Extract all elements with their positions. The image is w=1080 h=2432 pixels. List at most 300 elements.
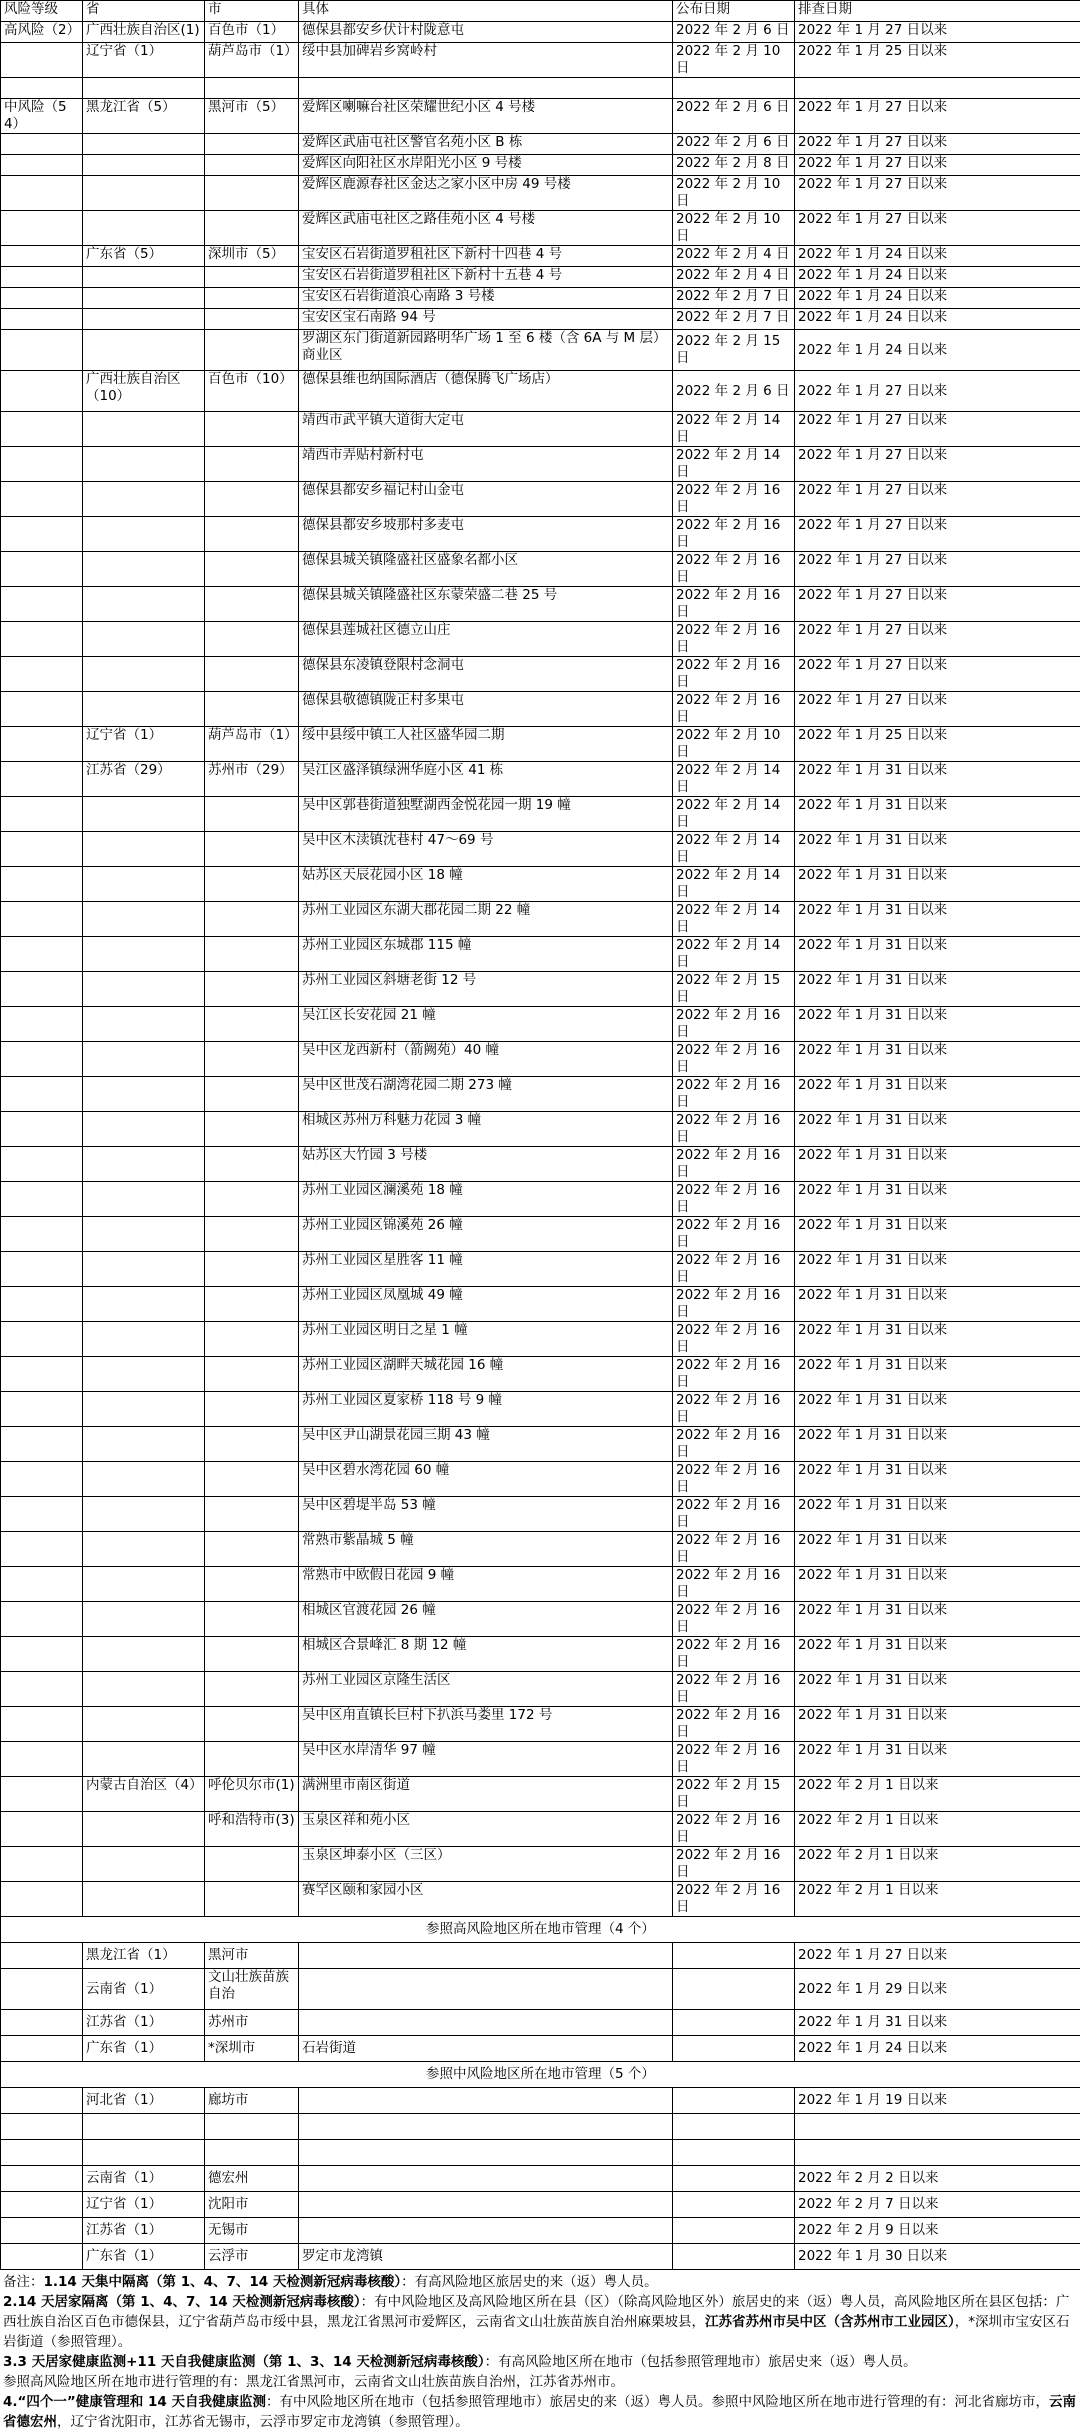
table-row <box>1 622 1080 657</box>
publish-date: 2022 年 2 月 15 日 <box>673 1777 795 1812</box>
table-row <box>1 288 1080 309</box>
check-date: 2022 年 1 月 27 日以来 <box>795 587 1080 622</box>
detail: 德保县都安乡福记村山金屯 <box>299 482 673 517</box>
province <box>83 2140 205 2166</box>
risk-level <box>1 867 83 902</box>
province <box>83 1427 205 1462</box>
header-city: 市 <box>205 1 299 22</box>
detail: 爱辉区武庙屯社区警官名苑小区 B 栋 <box>299 134 673 155</box>
province <box>83 1322 205 1357</box>
empty-cell <box>299 78 673 99</box>
check-date: 2022 年 1 月 27 日以来 <box>795 447 1080 482</box>
header-row <box>1 1 1080 22</box>
header-level: 风险等级 <box>1 1 83 22</box>
table-row <box>1 902 1080 937</box>
detail: 绥中县加碑岩乡窝岭村 <box>299 43 673 78</box>
city <box>205 1742 299 1777</box>
detail <box>299 1943 673 1969</box>
risk-level <box>1 797 83 832</box>
city <box>205 1882 299 1917</box>
check-date: 2022 年 1 月 31 日以来 <box>795 1637 1080 1672</box>
province: 江苏省（1） <box>83 2218 205 2244</box>
check-date: 2022 年 1 月 31 日以来 <box>795 867 1080 902</box>
detail: 靖西市弄贴村新村屯 <box>299 447 673 482</box>
check-date: 2022 年 1 月 25 日以来 <box>795 727 1080 762</box>
check-date: 2022 年 1 月 27 日以来 <box>795 412 1080 447</box>
publish-date: 2022 年 2 月 16 日 <box>673 1567 795 1602</box>
detail: 苏州工业园区澜溪苑 18 幢 <box>299 1182 673 1217</box>
check-date: 2022 年 1 月 31 日以来 <box>795 1182 1080 1217</box>
table-row <box>1 1182 1080 1217</box>
publish-date: 2022 年 2 月 4 日 <box>673 267 795 288</box>
detail: 吴中区木渎镇沈巷村 47～69 号 <box>299 832 673 867</box>
table-row <box>1 330 1080 371</box>
check-date: 2022 年 1 月 31 日以来 <box>795 902 1080 937</box>
city <box>205 972 299 1007</box>
publish-date: 2022 年 2 月 16 日 <box>673 1217 795 1252</box>
detail: 绥中县绥中镇工人社区盛华园二期 <box>299 727 673 762</box>
publish-date: 2022 年 2 月 16 日 <box>673 1742 795 1777</box>
publish-date: 2022 年 2 月 16 日 <box>673 517 795 552</box>
province <box>83 867 205 902</box>
city: 廊坊市 <box>205 2088 299 2114</box>
check-date: 2022 年 1 月 31 日以来 <box>795 1287 1080 1322</box>
risk-level <box>1 1969 83 2010</box>
city <box>205 902 299 937</box>
province <box>83 447 205 482</box>
detail: 苏州工业园区锦溪苑 26 幢 <box>299 1217 673 1252</box>
table-row <box>1 1217 1080 1252</box>
province <box>83 1042 205 1077</box>
province <box>83 134 205 155</box>
table-row <box>1 797 1080 832</box>
table-row <box>1 2088 1080 2114</box>
province <box>83 1147 205 1182</box>
province <box>83 517 205 552</box>
province: 黑龙江省（1） <box>83 1943 205 1969</box>
risk-level <box>1 1637 83 1672</box>
publish-date <box>673 2088 795 2114</box>
check-date: 2022 年 1 月 31 日以来 <box>795 1357 1080 1392</box>
city <box>205 1287 299 1322</box>
risk-level <box>1 2192 83 2218</box>
check-date: 2022 年 1 月 31 日以来 <box>795 1112 1080 1147</box>
province <box>83 211 205 246</box>
check-date: 2022 年 1 月 27 日以来 <box>795 1943 1080 1969</box>
province <box>83 155 205 176</box>
check-date: 2022 年 1 月 30 日以来 <box>795 2244 1080 2270</box>
check-date: 2022 年 1 月 27 日以来 <box>795 155 1080 176</box>
check-date: 2022 年 1 月 31 日以来 <box>795 972 1080 1007</box>
province <box>83 309 205 330</box>
province <box>83 1287 205 1322</box>
check-date: 2022 年 1 月 27 日以来 <box>795 692 1080 727</box>
detail: 靖西市武平镇大道街大定屯 <box>299 412 673 447</box>
detail <box>299 2166 673 2192</box>
city <box>205 1637 299 1672</box>
risk-level <box>1 1182 83 1217</box>
publish-date: 2022 年 2 月 7 日 <box>673 309 795 330</box>
city <box>205 211 299 246</box>
city: 文山壮族苗族自治 <box>205 1969 299 2010</box>
detail <box>299 2088 673 2114</box>
province <box>83 657 205 692</box>
table-row <box>1 2192 1080 2218</box>
detail: 姑苏区天辰花园小区 18 幢 <box>299 867 673 902</box>
city: *深圳市 <box>205 2036 299 2062</box>
province: 河北省（1） <box>83 2088 205 2114</box>
detail: 爱辉区向阳社区水岸阳光小区 9 号楼 <box>299 155 673 176</box>
check-date: 2022 年 1 月 27 日以来 <box>795 134 1080 155</box>
risk-level <box>1 587 83 622</box>
city: 黑河市 <box>205 1943 299 1969</box>
province: 江苏省（1） <box>83 2010 205 2036</box>
province: 辽宁省（1） <box>83 727 205 762</box>
province <box>83 288 205 309</box>
table-row <box>1 2140 1080 2166</box>
risk-level <box>1 1567 83 1602</box>
check-date: 2022 年 1 月 27 日以来 <box>795 371 1080 412</box>
province <box>83 902 205 937</box>
city <box>205 1567 299 1602</box>
risk-level <box>1 155 83 176</box>
publish-date: 2022 年 2 月 16 日 <box>673 1357 795 1392</box>
province <box>83 1392 205 1427</box>
publish-date: 2022 年 2 月 6 日 <box>673 22 795 43</box>
table-row <box>1 587 1080 622</box>
risk-level <box>1 972 83 1007</box>
note-2: 2.14 天居家隔离（第 1、4、7、14 天检测新冠病毒核酸）：有中风险地区及高风险地区所在县（区）（除高风险地区外）旅居史的来（返）粤人员，高风险地区所在县区包括：广西壮族自治区百色市德保县，辽宁省葫芦岛市绥中县，黑龙江省黑河市爱辉区，云南省文山壮族苗族自治州麻栗坡县，江苏省苏州市吴中区（含苏州市工业园区），*深圳市宝安区石岩街道（参照管理）。 <box>3 2292 1077 2352</box>
province: 辽宁省（1） <box>83 43 205 78</box>
publish-date <box>673 2218 795 2244</box>
publish-date: 2022 年 2 月 16 日 <box>673 1287 795 1322</box>
province <box>83 1182 205 1217</box>
check-date: 2022 年 1 月 31 日以来 <box>795 1392 1080 1427</box>
city <box>205 1707 299 1742</box>
check-date: 2022 年 1 月 27 日以来 <box>795 211 1080 246</box>
risk-level <box>1 832 83 867</box>
city <box>205 1252 299 1287</box>
detail: 宝安区石岩街道浪心南路 3 号楼 <box>299 288 673 309</box>
risk-level <box>1 1707 83 1742</box>
province <box>83 330 205 371</box>
table-row <box>1 2010 1080 2036</box>
detail: 罗定市龙湾镇 <box>299 2244 673 2270</box>
table-row <box>1 482 1080 517</box>
risk-level <box>1 1287 83 1322</box>
table-row <box>1 447 1080 482</box>
detail: 德保县敬德镇陇正村多果屯 <box>299 692 673 727</box>
city: 百色市（1） <box>205 22 299 43</box>
table-row <box>1 1252 1080 1287</box>
detail: 苏州工业园区明日之星 1 幢 <box>299 1322 673 1357</box>
province: 江苏省（29） <box>83 762 205 797</box>
check-date <box>795 2114 1080 2140</box>
table-row <box>1 1602 1080 1637</box>
city: 百色市（10） <box>205 371 299 412</box>
detail <box>299 2218 673 2244</box>
detail: 吴中区碧水湾花园 60 幢 <box>299 1462 673 1497</box>
check-date: 2022 年 1 月 27 日以来 <box>795 22 1080 43</box>
detail: 德保县都安乡坡那村多麦屯 <box>299 517 673 552</box>
check-date: 2022 年 1 月 31 日以来 <box>795 1322 1080 1357</box>
check-date: 2022 年 1 月 24 日以来 <box>795 246 1080 267</box>
detail: 赛罕区颐和家园小区 <box>299 1882 673 1917</box>
table-row <box>1 99 1080 134</box>
table-row <box>1 309 1080 330</box>
table-row <box>1 972 1080 1007</box>
table-row <box>1 43 1080 78</box>
city <box>205 1112 299 1147</box>
table-row <box>1 517 1080 552</box>
risk-level <box>1 176 83 211</box>
province <box>83 832 205 867</box>
detail: 吴中区郭巷街道独墅湖西金悦花园一期 19 幢 <box>299 797 673 832</box>
table-row <box>1 1917 1080 1943</box>
check-date: 2022 年 1 月 19 日以来 <box>795 2088 1080 2114</box>
detail: 吴中区甪直镇长巨村下扒浜马娄里 172 号 <box>299 1707 673 1742</box>
risk-level <box>1 1742 83 1777</box>
province <box>83 1357 205 1392</box>
publish-date: 2022 年 2 月 16 日 <box>673 1007 795 1042</box>
table-row <box>1 78 1080 99</box>
check-date: 2022 年 1 月 31 日以来 <box>795 1462 1080 1497</box>
table-row <box>1 1532 1080 1567</box>
detail: 吴中区水岸清华 97 幢 <box>299 1742 673 1777</box>
table-row <box>1 692 1080 727</box>
publish-date: 2022 年 2 月 8 日 <box>673 155 795 176</box>
city <box>205 2114 299 2140</box>
publish-date: 2022 年 2 月 16 日 <box>673 1322 795 1357</box>
province <box>83 1742 205 1777</box>
table-row <box>1 2036 1080 2062</box>
province <box>83 622 205 657</box>
province <box>83 1077 205 1112</box>
publish-date <box>673 2166 795 2192</box>
publish-date: 2022 年 2 月 16 日 <box>673 1077 795 1112</box>
publish-date: 2022 年 2 月 14 日 <box>673 902 795 937</box>
risk-level <box>1 2088 83 2114</box>
detail: 宝安区宝石南路 94 号 <box>299 309 673 330</box>
province <box>83 1882 205 1917</box>
city <box>205 937 299 972</box>
detail: 玉泉区祥和苑小区 <box>299 1812 673 1847</box>
city <box>205 482 299 517</box>
city: 苏州市 <box>205 2010 299 2036</box>
province: 广东省（5） <box>83 246 205 267</box>
publish-date: 2022 年 2 月 16 日 <box>673 657 795 692</box>
city <box>205 1532 299 1567</box>
risk-level <box>1 937 83 972</box>
publish-date: 2022 年 2 月 16 日 <box>673 1532 795 1567</box>
publish-date: 2022 年 2 月 6 日 <box>673 99 795 134</box>
city <box>205 517 299 552</box>
city <box>205 587 299 622</box>
city <box>205 1357 299 1392</box>
table-row <box>1 2244 1080 2270</box>
province <box>83 797 205 832</box>
table-row <box>1 267 1080 288</box>
detail: 满洲里市南区街道 <box>299 1777 673 1812</box>
detail: 吴中区世茂石湖湾花园二期 273 幢 <box>299 1077 673 1112</box>
publish-date: 2022 年 2 月 14 日 <box>673 797 795 832</box>
city <box>205 1462 299 1497</box>
publish-date <box>673 2036 795 2062</box>
empty-cell <box>795 78 1080 99</box>
city: 无锡市 <box>205 2218 299 2244</box>
check-date: 2022 年 2 月 1 日以来 <box>795 1812 1080 1847</box>
check-date: 2022 年 1 月 24 日以来 <box>795 267 1080 288</box>
table-row <box>1 176 1080 211</box>
city <box>205 1672 299 1707</box>
check-date <box>795 2140 1080 2166</box>
table-row <box>1 371 1080 412</box>
risk-level <box>1 1672 83 1707</box>
detail: 爱辉区鹿源春社区金达之家小区中房 49 号楼 <box>299 176 673 211</box>
city <box>205 622 299 657</box>
check-date: 2022 年 1 月 31 日以来 <box>795 1042 1080 1077</box>
risk-level <box>1 1147 83 1182</box>
city <box>205 692 299 727</box>
table-row <box>1 1777 1080 1812</box>
empty-cell <box>83 78 205 99</box>
note-3-line2: 参照高风险地区所在地市进行管理的有：黑龙江省黑河市，云南省文山壮族苗族自治州，江苏省苏州市。 <box>3 2372 1077 2392</box>
risk-level <box>1 1812 83 1847</box>
detail: 苏州工业园区东城郡 115 幢 <box>299 937 673 972</box>
table-row <box>1 1847 1080 1882</box>
detail: 吴中区龙西新村（箭阙苑）40 幢 <box>299 1042 673 1077</box>
city <box>205 134 299 155</box>
detail: 宝安区石岩街道罗租社区下新村十四巷 4 号 <box>299 246 673 267</box>
province: 云南省（1） <box>83 1969 205 2010</box>
province <box>83 1007 205 1042</box>
empty-cell <box>1 78 83 99</box>
city: 呼伦贝尔市(1) <box>205 1777 299 1812</box>
risk-level: 高风险（2） <box>1 22 83 43</box>
publish-date <box>673 2010 795 2036</box>
risk-level <box>1 288 83 309</box>
city <box>205 288 299 309</box>
header-check-date: 排查日期 <box>795 1 1080 22</box>
table-row <box>1 2218 1080 2244</box>
province: 广西壮族自治区（10） <box>83 371 205 412</box>
check-date: 2022 年 1 月 31 日以来 <box>795 1742 1080 1777</box>
city <box>205 155 299 176</box>
city <box>205 1322 299 1357</box>
city <box>205 267 299 288</box>
detail: 苏州工业园区夏家桥 118 号 9 幢 <box>299 1392 673 1427</box>
publish-date: 2022 年 2 月 16 日 <box>673 1882 795 1917</box>
detail: 苏州工业园区斜塘老街 12 号 <box>299 972 673 1007</box>
city <box>205 309 299 330</box>
detail: 石岩街道 <box>299 2036 673 2062</box>
check-date: 2022 年 2 月 1 日以来 <box>795 1777 1080 1812</box>
check-date: 2022 年 1 月 25 日以来 <box>795 43 1080 78</box>
publish-date: 2022 年 2 月 6 日 <box>673 134 795 155</box>
city <box>205 176 299 211</box>
table-row <box>1 22 1080 43</box>
province <box>83 1532 205 1567</box>
table-row <box>1 1742 1080 1777</box>
check-date: 2022 年 1 月 31 日以来 <box>795 1077 1080 1112</box>
city <box>205 867 299 902</box>
detail: 吴中区尹山湖景花园三期 43 幢 <box>299 1427 673 1462</box>
publish-date: 2022 年 2 月 16 日 <box>673 692 795 727</box>
table-row <box>1 1497 1080 1532</box>
table-row <box>1 1882 1080 1917</box>
publish-date: 2022 年 2 月 16 日 <box>673 1672 795 1707</box>
detail: 德保县东凌镇登限村念洞屯 <box>299 657 673 692</box>
risk-level <box>1 1497 83 1532</box>
province: 辽宁省（1） <box>83 2192 205 2218</box>
risk-level <box>1 1602 83 1637</box>
table-row <box>1 1969 1080 2010</box>
check-date: 2022 年 1 月 31 日以来 <box>795 832 1080 867</box>
risk-level <box>1 727 83 762</box>
table-row <box>1 1042 1080 1077</box>
province <box>83 1707 205 1742</box>
publish-date: 2022 年 2 月 14 日 <box>673 832 795 867</box>
check-date: 2022 年 1 月 31 日以来 <box>795 1252 1080 1287</box>
city: 德宏州 <box>205 2166 299 2192</box>
risk-level <box>1 134 83 155</box>
table-row <box>1 412 1080 447</box>
risk-level <box>1 902 83 937</box>
province <box>83 1567 205 1602</box>
publish-date: 2022 年 2 月 16 日 <box>673 1147 795 1182</box>
table-row <box>1 2114 1080 2140</box>
city <box>205 552 299 587</box>
province <box>83 1112 205 1147</box>
note-1: 备注：1.14 天集中隔离（第 1、4、7、14 天检测新冠病毒核酸）：有高风险地区旅居史的来（返）粤人员。 <box>3 2272 1077 2292</box>
publish-date: 2022 年 2 月 4 日 <box>673 246 795 267</box>
publish-date: 2022 年 2 月 14 日 <box>673 447 795 482</box>
publish-date: 2022 年 2 月 16 日 <box>673 1847 795 1882</box>
province <box>83 2114 205 2140</box>
check-date: 2022 年 1 月 27 日以来 <box>795 552 1080 587</box>
city: 沈阳市 <box>205 2192 299 2218</box>
risk-level <box>1 1252 83 1287</box>
detail: 苏州工业园区东湖大郡花园二期 22 幢 <box>299 902 673 937</box>
province <box>83 412 205 447</box>
publish-date <box>673 1969 795 2010</box>
table-row <box>1 1322 1080 1357</box>
province: 云南省（1） <box>83 2166 205 2192</box>
city <box>205 1042 299 1077</box>
publish-date <box>673 2140 795 2166</box>
risk-level <box>1 1357 83 1392</box>
check-date: 2022 年 1 月 31 日以来 <box>795 1707 1080 1742</box>
province: 广东省（1） <box>83 2036 205 2062</box>
table-row <box>1 1567 1080 1602</box>
table-row <box>1 1392 1080 1427</box>
risk-level <box>1 309 83 330</box>
detail: 德保县都安乡伏计村陇意屯 <box>299 22 673 43</box>
publish-date: 2022 年 2 月 16 日 <box>673 1427 795 1462</box>
detail: 爱辉区武庙屯社区之路佳苑小区 4 号楼 <box>299 211 673 246</box>
risk-level <box>1 2114 83 2140</box>
publish-date <box>673 2192 795 2218</box>
publish-date: 2022 年 2 月 14 日 <box>673 762 795 797</box>
city <box>205 657 299 692</box>
province: 广东省（1） <box>83 2244 205 2270</box>
check-date: 2022 年 1 月 27 日以来 <box>795 622 1080 657</box>
table-row <box>1 1077 1080 1112</box>
province <box>83 972 205 1007</box>
publish-date: 2022 年 2 月 14 日 <box>673 412 795 447</box>
risk-level <box>1 43 83 78</box>
city <box>205 412 299 447</box>
